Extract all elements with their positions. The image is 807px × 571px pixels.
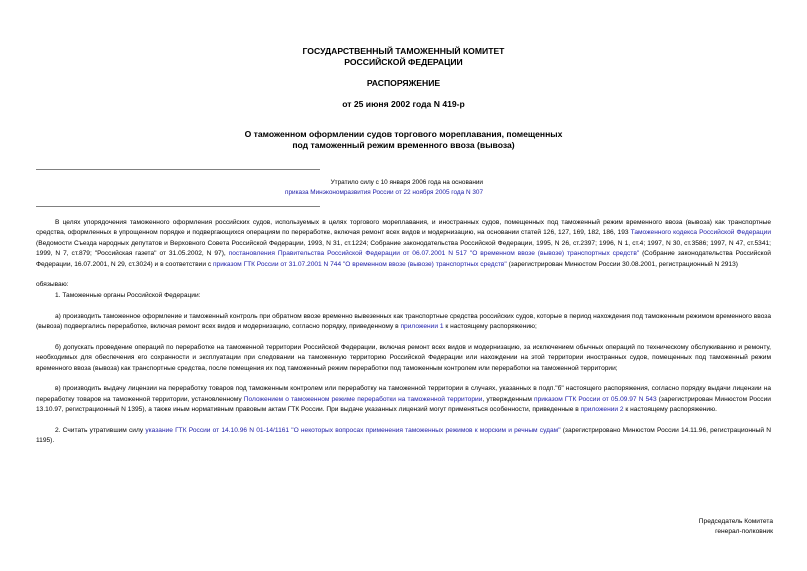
top-divider [36, 169, 320, 170]
obligate-line: обязываю: [36, 281, 69, 289]
signature-title: Председатель Комитета [698, 518, 773, 525]
loss-of-force-text: Утратило силу с 10 января 2006 года на основании [330, 179, 483, 186]
gtk-order-543-link[interactable]: приказом ГТК России от 05.09.97 N 543 [534, 395, 657, 403]
item-1: 1. Таможенные органы Российской Федерации: [55, 291, 201, 299]
doc-title-line-2: под таможенный режим временного ввоза (вывоза) [292, 140, 515, 150]
item-1a: а) производить таможенное оформление и таможенный контроль при обратном ввозе временно вывезенных как транспортные средства российских судов, которые в период нахождения под таможенным режимом временного ввоза (вывоза) подвергались переработке, включая ремонт всех видов и модернизацию, согласно порядку, приведенному в приложении 1 к настоящему распоряжению; [36, 312, 771, 331]
gtk-instruction-link[interactable]: указание ГТК России от 14.10.96 N 01-14/1161 "О некоторых вопросах применения таможенных режимов к морским и речным судам" [145, 427, 561, 435]
item-1b: б) допускать проведение операций по переработке на таможенной территории Российской Федерации, включая ремонт всех видов и модернизацию, за исключением обычных операций по техническому обслуживанию и ремонту, необходимых для обеспечения его сохранности и эксплуатации при следовании на таможенную территорию Российской Федерации или нахождении на этой территории иностранных судов, помещенных под таможенный режим временного ввоза (вывоза) как транспортные средства, после помещения их под таможенный режим переработки под таможенным контролем или переработки на таможенной территории; [36, 343, 771, 372]
appendix-1-link[interactable]: приложении 1 [400, 323, 444, 331]
document-body [36, 218, 771, 447]
loss-of-force-note [36, 178, 483, 198]
appendix-2-link[interactable]: приложении 2 [580, 406, 624, 414]
item-1v: в) производить выдачу лицензии на переработку товаров под таможенным контролем или переработку на таможенной территории в случаях, указанных в подп."б" настоящего распоряжения, согласно порядку выдачи лицензии на переработку товаров на таможенной территории, установленному Положением о таможенном режиме переработки на таможенной территории, утвержденным приказом ГТК России от 05.09.97 N 543 (зарегистрирован Минюстом России 13.10.97, регистрационный N 1395), а также иным нормативным правовым актам ГТК России. При выдаче указанных лицензий могут применяться особенности, приведенные в приложении 2 к настоящему распоряжению. [36, 385, 771, 414]
customs-code-link[interactable]: Таможенного кодекса Российской Федерации [630, 229, 771, 237]
item-2: 2. Считать утратившим силу указание ГТК России от 14.10.96 N 01-14/1161 "О некоторых вопросах применения таможенных режимов к морским и речным судам" (зарегистрировано Минюстом России 14.11.96, регистрационный N 1195). [36, 427, 771, 445]
issuer-line-1: ГОСУДАРСТВЕННЫЙ ТАМОЖЕННЫЙ КОМИТЕТ [302, 46, 505, 56]
doc-type: РАСПОРЯЖЕНИЕ [366, 78, 441, 88]
doc-title [0, 129, 807, 151]
issuer-line-2: РОССИЙСКОЙ ФЕДЕРАЦИИ [344, 57, 463, 67]
processing-regulation-link[interactable]: Положением о таможенном режиме переработки на таможенной территории [243, 395, 483, 403]
doc-title-line-1: О таможенном оформлении судов торгового мореплавания, помещенных [244, 129, 563, 139]
signature-rank: генерал-полковник [715, 528, 773, 536]
doc-date-number: от 25 июня 2002 года N 419-р [342, 99, 465, 109]
signature-block [560, 517, 773, 538]
issuer-heading [0, 46, 807, 68]
bottom-divider [36, 206, 320, 207]
government-decree-link[interactable]: постановления Правительства Российской Федерации от 06.07.2001 N 517 "О временном ввозе (вывозе) транспортных средств" [228, 250, 640, 258]
gtk-order-744-link[interactable]: приказом ГТК России от 31.07.2001 N 744 "О временном ввозе (вывозе) транспортных средств" [212, 260, 507, 268]
preamble-paragraph: В целях упорядочения таможенного оформления российских судов, используемых в целях торгового мореплавания, и иностранных судов, помещенных под таможенный режим временного ввоза (вывоза) как транспортные средства, оформленных в упрощенном порядке и подвергающихся операциям по переработке, включая ремонт всех видов и модернизацию, на основании статей 126, 127, 169, 182, 186, 193 Таможенного кодекса Российской Федерации (Ведомости Съезда народных депутатов и Верховного Совета Российской Федерации, 1993, N 31, ст.1224; Собрание законодательства Российской Федерации, 1995, N 26, ст.2397; 1996, N 1, ст.4; 1997, N 30, ст.3586; 1997, N 47, ст.5341; 1999, N 7, ст.879; "Российская газета" от 31.05.2002, N 97), постановления Правительства Российской Федерации от 06.07.2001 N 517 "О временном ввозе (вывозе) транспортных средств" (Собрание законодательства Российской Федерации, 16.07.2001, N 29, ст.3024) и в соответствии с приказом ГТК России от 31.07.2001 N 744 "О временном ввозе (вывозе) транспортных средств" (зарегистрирован Минюстом России 30.08.2001, регистрационный N 2913) [36, 219, 771, 268]
loss-of-force-link[interactable]: приказа Минэкономразвития России от 22 ноября 2005 года N 307 [285, 189, 483, 196]
